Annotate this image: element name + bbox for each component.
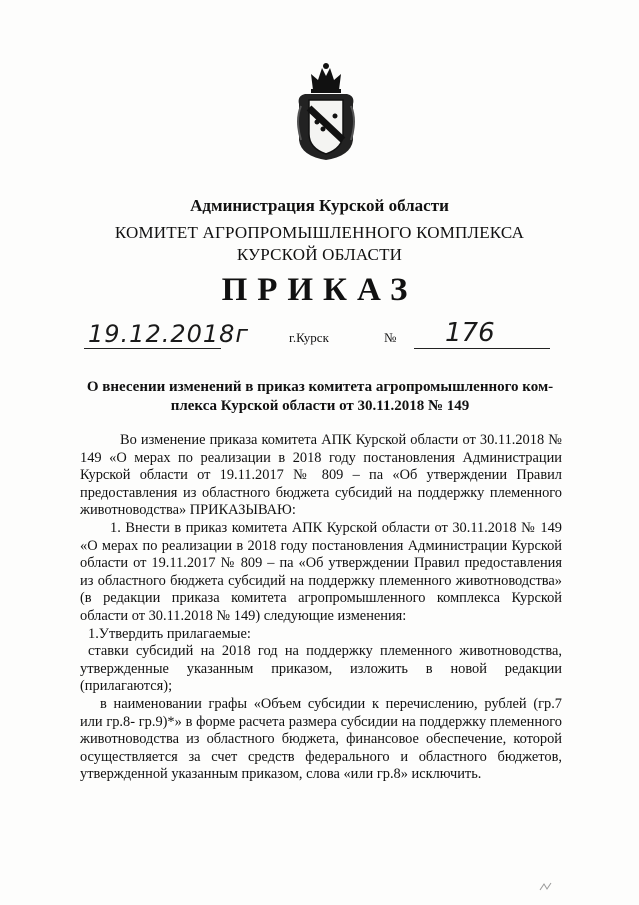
body-paragraph-5: в наименовании графы «Объем субсидии к перечислению, рублей (гр.7 или гр.8- гр.9)*» в форме расчета размера субсидии на поддержку племенного животноводства из областного бюджета, финансовое обеспечение, которой осуществляется за счет средств федерального и областного бюджетов, утвержденной указанным приказом, слова «или гр.8» исключить. <box>80 695 562 783</box>
subject-line-1: О внесении изменений в приказ комитета агропромышленного ком- <box>86 379 554 395</box>
body-paragraph-3: 1.Утвердить прилагаемые: <box>88 625 251 642</box>
body-paragraph-1: Во изменение приказа комитета АПК Курской области от 30.11.2018 № 149 «О мерах по реализации в 2018 году постановления Администрации Курской области от 19.11.2017 № 809 – па «Об утверждении Правил предоставления из областного бюджета субсидий на поддержку племенного животноводства» ПРИКАЗЫВАЮ: <box>80 432 562 519</box>
subject-line-2: плекса Курской области от 30.11.2018 № 149 <box>170 398 470 414</box>
body-paragraph-2: 1. Внести в приказ комитета АПК Курской области от 30.11.2018 № 149 «О мерах по реализации в 2018 году постановления Администрации Курской области от 19.11.2017 № 809 – па «Об утверждении Правил предоставления из областного бюджета субсидий на поддержку племенного животноводства» (в редакции приказа комитета агропромышленного комплекса Курской области от 30.11.2018 № 149) следующие изменения: <box>80 519 562 624</box>
number-underline <box>414 348 550 349</box>
number-sign: № <box>384 330 397 345</box>
document-type-title: ПРИКАЗ <box>221 272 418 308</box>
committee-line-1: КОМИТЕТ АГРОПРОМЫШЛЕННОГО КОМПЛЕКСА <box>114 223 525 242</box>
body-paragraph-4: ставки субсидий на 2018 год на поддержку племенного животноводства, утвержденные указанным приказом, изложить в новой редакции (прилагаются); <box>80 643 562 695</box>
date-underline <box>84 348 221 349</box>
margin-mark-icon <box>538 880 554 894</box>
coat-of-arms-emblem <box>293 60 359 164</box>
administration-title: Администрация Курской области <box>190 196 449 215</box>
handwritten-date: 19.12.2018г <box>88 320 250 348</box>
order-body <box>80 432 562 784</box>
handwritten-number: 176 <box>445 318 495 348</box>
date-number-row <box>0 318 639 352</box>
order-subject <box>80 378 560 416</box>
committee-line-2: КУРСКОЙ ОБЛАСТИ <box>236 245 403 264</box>
city-label: г.Курск <box>289 330 329 345</box>
committee-name <box>0 222 639 266</box>
